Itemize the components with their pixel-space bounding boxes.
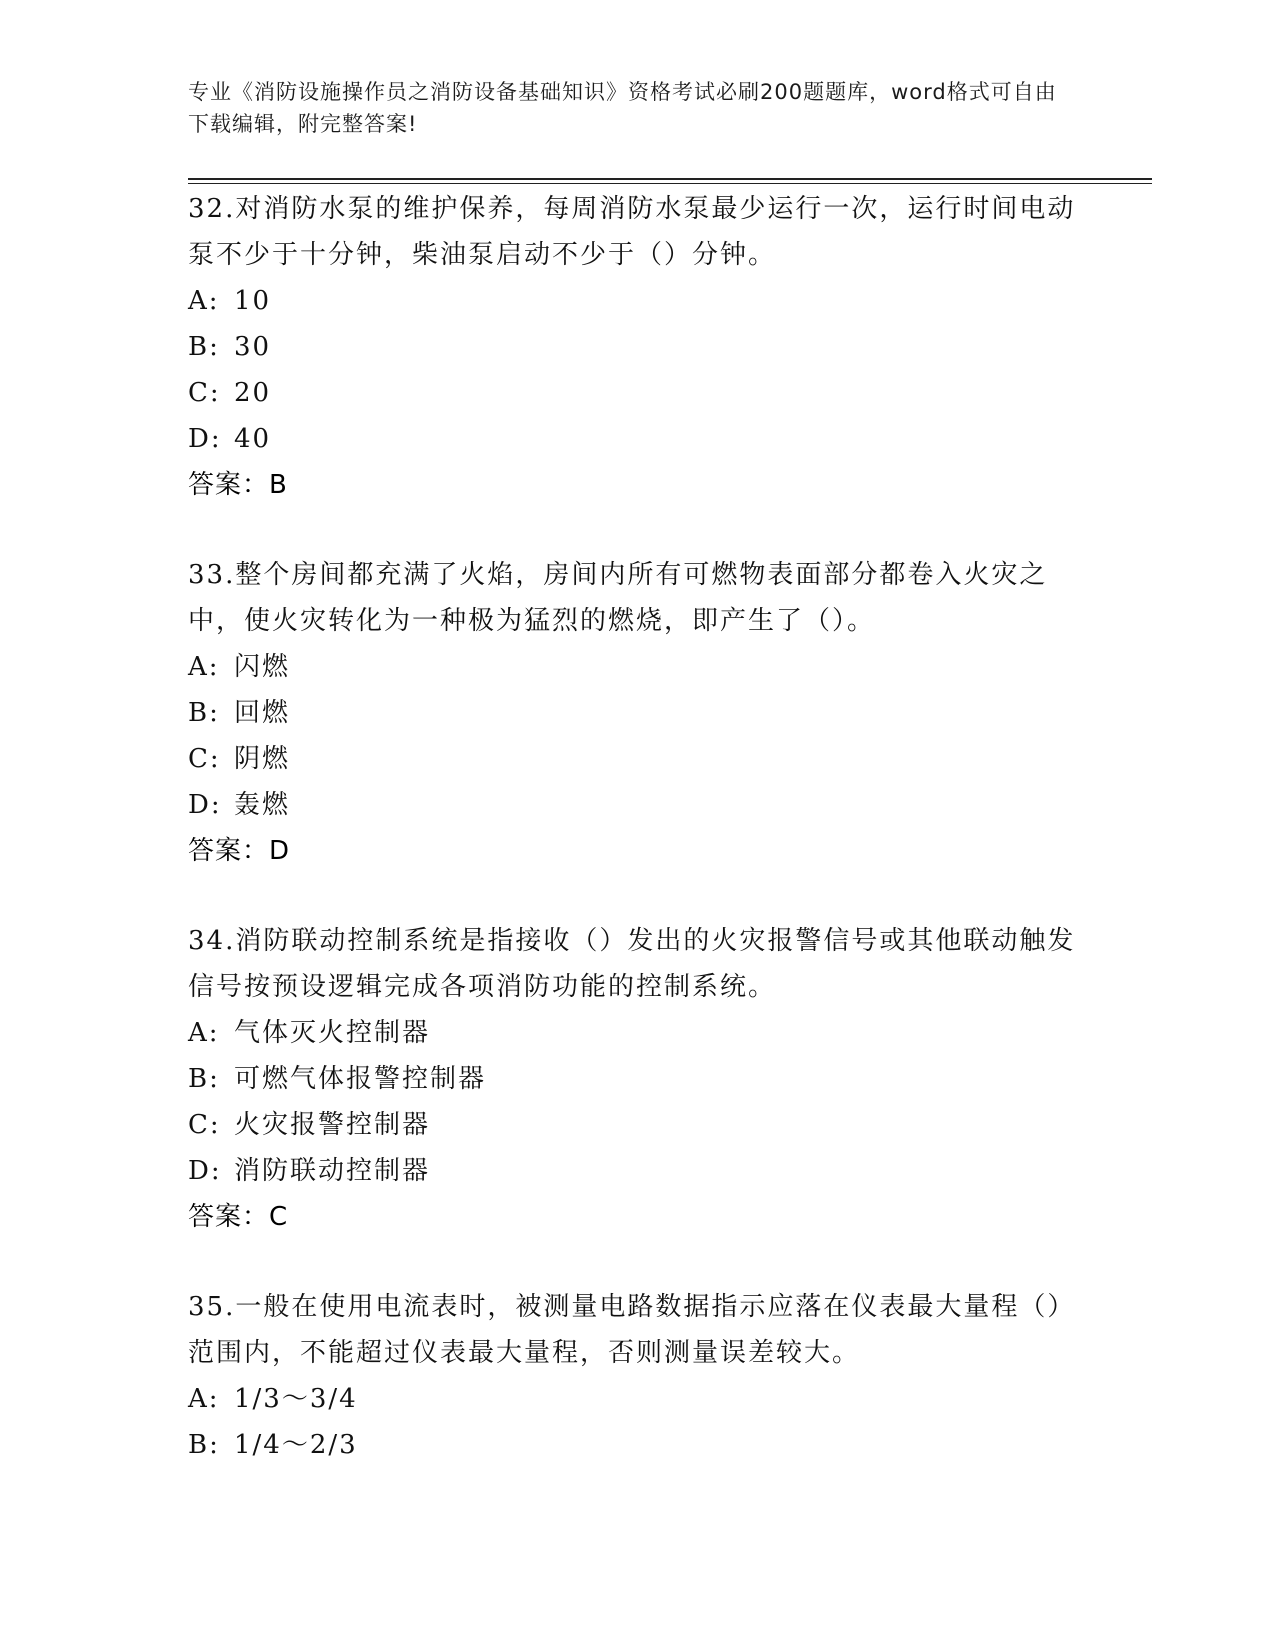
option-d: [188, 416, 1088, 462]
option-key: A:: [188, 286, 220, 316]
option-key: B:: [188, 1064, 220, 1094]
answer-line: 答案：D: [188, 836, 291, 866]
option-text: 轰燃: [234, 790, 291, 820]
option-a: [188, 644, 1088, 690]
answer-line: 答案：C: [188, 1202, 289, 1232]
option-text: 回燃: [234, 698, 291, 728]
option-a: [188, 1376, 1088, 1422]
option-d: [188, 1148, 1088, 1194]
question-32: [188, 186, 1088, 508]
option-key: D:: [188, 790, 222, 820]
option-c: [188, 736, 1088, 782]
option-key: A:: [188, 1018, 220, 1048]
answer-line: 答案：B: [188, 470, 288, 500]
option-text: 消防联动控制器: [234, 1156, 431, 1186]
option-key: B:: [188, 332, 220, 362]
question-stem: 32.对消防水泵的维护保养，每周消防水泵最少运行一次，运行时间电动泵不少于十分钟，柴油泵启动不少于（）分钟。: [188, 194, 1076, 270]
question-stem: 34.消防联动控制系统是指接收（）发出的火灾报警信号或其他联动触发信号按预设逻辑完成各项消防功能的控制系统。: [188, 926, 1076, 1002]
option-key: C:: [188, 1110, 221, 1140]
option-key: A:: [188, 1384, 220, 1414]
question-34: [188, 918, 1088, 1240]
question-33: [188, 552, 1088, 874]
option-text: 30: [234, 332, 272, 362]
question-35: [188, 1284, 1088, 1468]
option-d: [188, 782, 1088, 828]
header-rule-thin: [188, 183, 1152, 184]
option-text: 气体灭火控制器: [234, 1018, 431, 1048]
option-key: D:: [188, 424, 222, 454]
option-text: 20: [234, 378, 272, 408]
option-a: [188, 1010, 1088, 1056]
option-a: [188, 278, 1088, 324]
option-text: 可燃气体报警控制器: [234, 1064, 487, 1094]
option-c: [188, 1102, 1088, 1148]
option-key: B:: [188, 698, 220, 728]
question-stem: 35.一般在使用电流表时，被测量电路数据指示应落在仪表最大量程（）范围内，不能超过仪表最大量程，否则测量误差较大。: [188, 1292, 1076, 1368]
option-b: [188, 690, 1088, 736]
option-key: D:: [188, 1156, 222, 1186]
document-title: 专业《消防设施操作员之消防设备基础知识》资格考试必刷200题题库，word格式可自由下载编辑，附完整答案!: [188, 80, 1057, 136]
option-key: A:: [188, 652, 220, 682]
option-b: [188, 1422, 1088, 1468]
option-text: 40: [234, 424, 272, 454]
option-text: 1/4～2/3: [234, 1430, 358, 1460]
option-b: [188, 1056, 1088, 1102]
option-key: C:: [188, 378, 221, 408]
header-rule-thick: [188, 178, 1152, 180]
option-c: [188, 370, 1088, 416]
option-text: 1/3～3/4: [234, 1384, 358, 1414]
option-key: B:: [188, 1430, 220, 1460]
option-text: 10: [234, 286, 272, 316]
document-header: [188, 76, 1078, 140]
option-text: 闪燃: [234, 652, 291, 682]
option-b: [188, 324, 1088, 370]
option-text: 火灾报警控制器: [234, 1110, 431, 1140]
option-text: 阴燃: [234, 744, 291, 774]
question-stem: 33.整个房间都充满了火焰，房间内所有可燃物表面部分都卷入火灾之中，使火灾转化为一种极为猛烈的燃烧，即产生了（）。: [188, 560, 1048, 636]
option-key: C:: [188, 744, 221, 774]
